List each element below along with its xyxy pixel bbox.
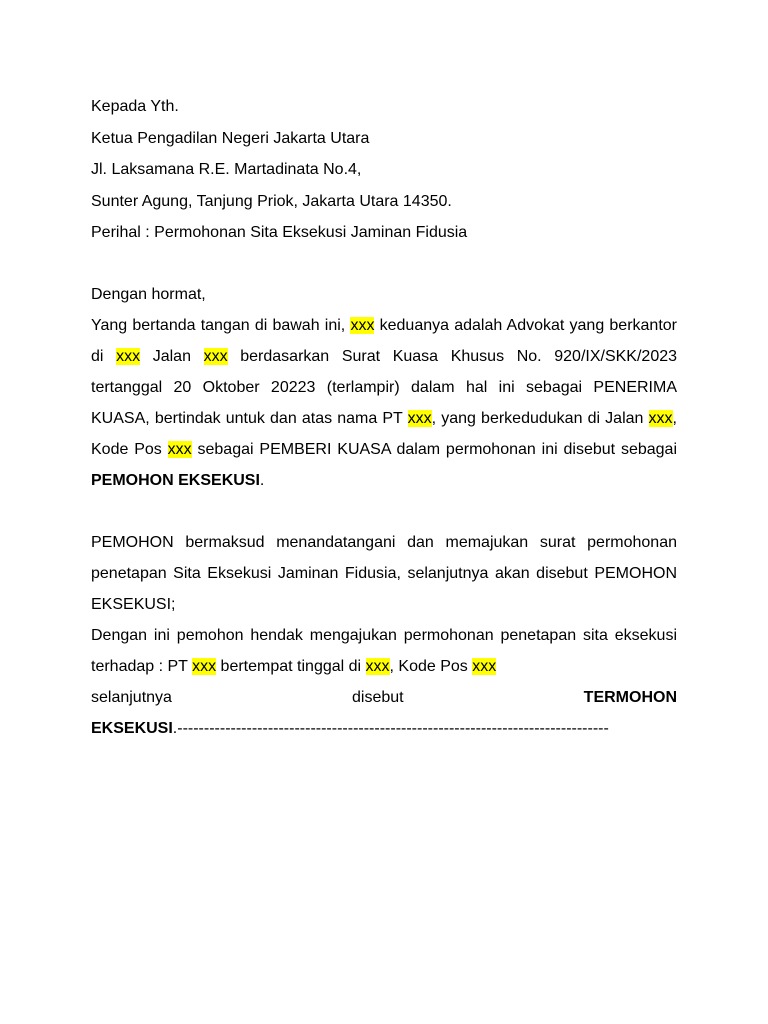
para3-spread-line	[91, 682, 677, 713]
salutation-line: Kepada Yth.	[91, 98, 179, 115]
address-block	[91, 91, 677, 249]
placeholder-highlight: xxx	[203, 347, 228, 365]
para3-final-line	[91, 713, 677, 744]
placeholder-highlight: xxx	[472, 657, 497, 675]
letter-page	[91, 91, 677, 744]
street-line: Jl. Laksamana R.E. Martadinata No.4,	[91, 161, 362, 178]
city-line: Sunter Agung, Tanjung Priok, Jakarta Utara 14350.	[91, 192, 452, 210]
para1-text: Jalan	[140, 347, 204, 365]
para3-bold-term: TERMOHON	[583, 688, 677, 706]
paragraph-2: PEMOHON bermaksud menandatangani dan memajukan surat permohonan penetapan Sita Eksekusi Jaminan Fidusia, selanjutnya akan disebut PEMOHON EKSEKUSI;	[91, 533, 677, 613]
para1-text: , yang berkedudukan di Jalan	[431, 409, 649, 427]
placeholder-highlight: xxx	[648, 409, 673, 427]
placeholder-highlight: xxx	[167, 440, 192, 458]
subject-line: Perihal : Permohonan Sita Eksekusi Jaminan Fidusia	[91, 224, 468, 241]
para1-end: .	[259, 471, 265, 489]
para3-text: , Kode Pos	[389, 657, 473, 675]
para1-text: , Kode Pos	[91, 409, 677, 458]
para3-text: Dengan ini pemohon hendak mengajukan permohonan penetapan sita eksekusi terhadap : PT	[91, 626, 677, 675]
paragraph-1	[91, 310, 677, 496]
para1-text: Yang bertanda tangan di bawah ini,	[91, 316, 351, 334]
para1-text: sebagai PEMBERI KUASA dalam permohonan ini disebut sebagai	[191, 440, 677, 458]
recipient-line: Ketua Pengadilan Negeri Jakarta Utara	[91, 129, 370, 147]
para1-bold-term: PEMOHON EKSEKUSI	[91, 471, 260, 489]
para1-text: keduanya adalah Advokat yang berkantor di	[91, 316, 677, 365]
placeholder-highlight: xxx	[350, 316, 375, 334]
para3-bold-term: EKSEKUSI	[91, 719, 173, 737]
para3-word: selanjutnya	[91, 688, 172, 706]
para3-text: bertempat tinggal di	[216, 657, 366, 675]
dash-filler: .---------------------------------------------------------------------------------	[172, 719, 609, 737]
placeholder-highlight: xxx	[407, 409, 432, 427]
placeholder-highlight: xxx	[192, 657, 217, 675]
greeting: Dengan hormat,	[91, 285, 206, 303]
placeholder-highlight: xxx	[116, 347, 141, 365]
paragraph-3	[91, 620, 677, 682]
para1-text: berdasarkan Surat Kuasa Khusus No. 920/IX/SKK/2023 tertanggal 20 Oktober 20223 (terlampir) dalam hal ini sebagai PENERIMA KUASA, bertindak untuk dan atas nama PT	[91, 347, 678, 427]
placeholder-highlight: xxx	[365, 657, 390, 675]
para3-word: disebut	[352, 688, 404, 706]
